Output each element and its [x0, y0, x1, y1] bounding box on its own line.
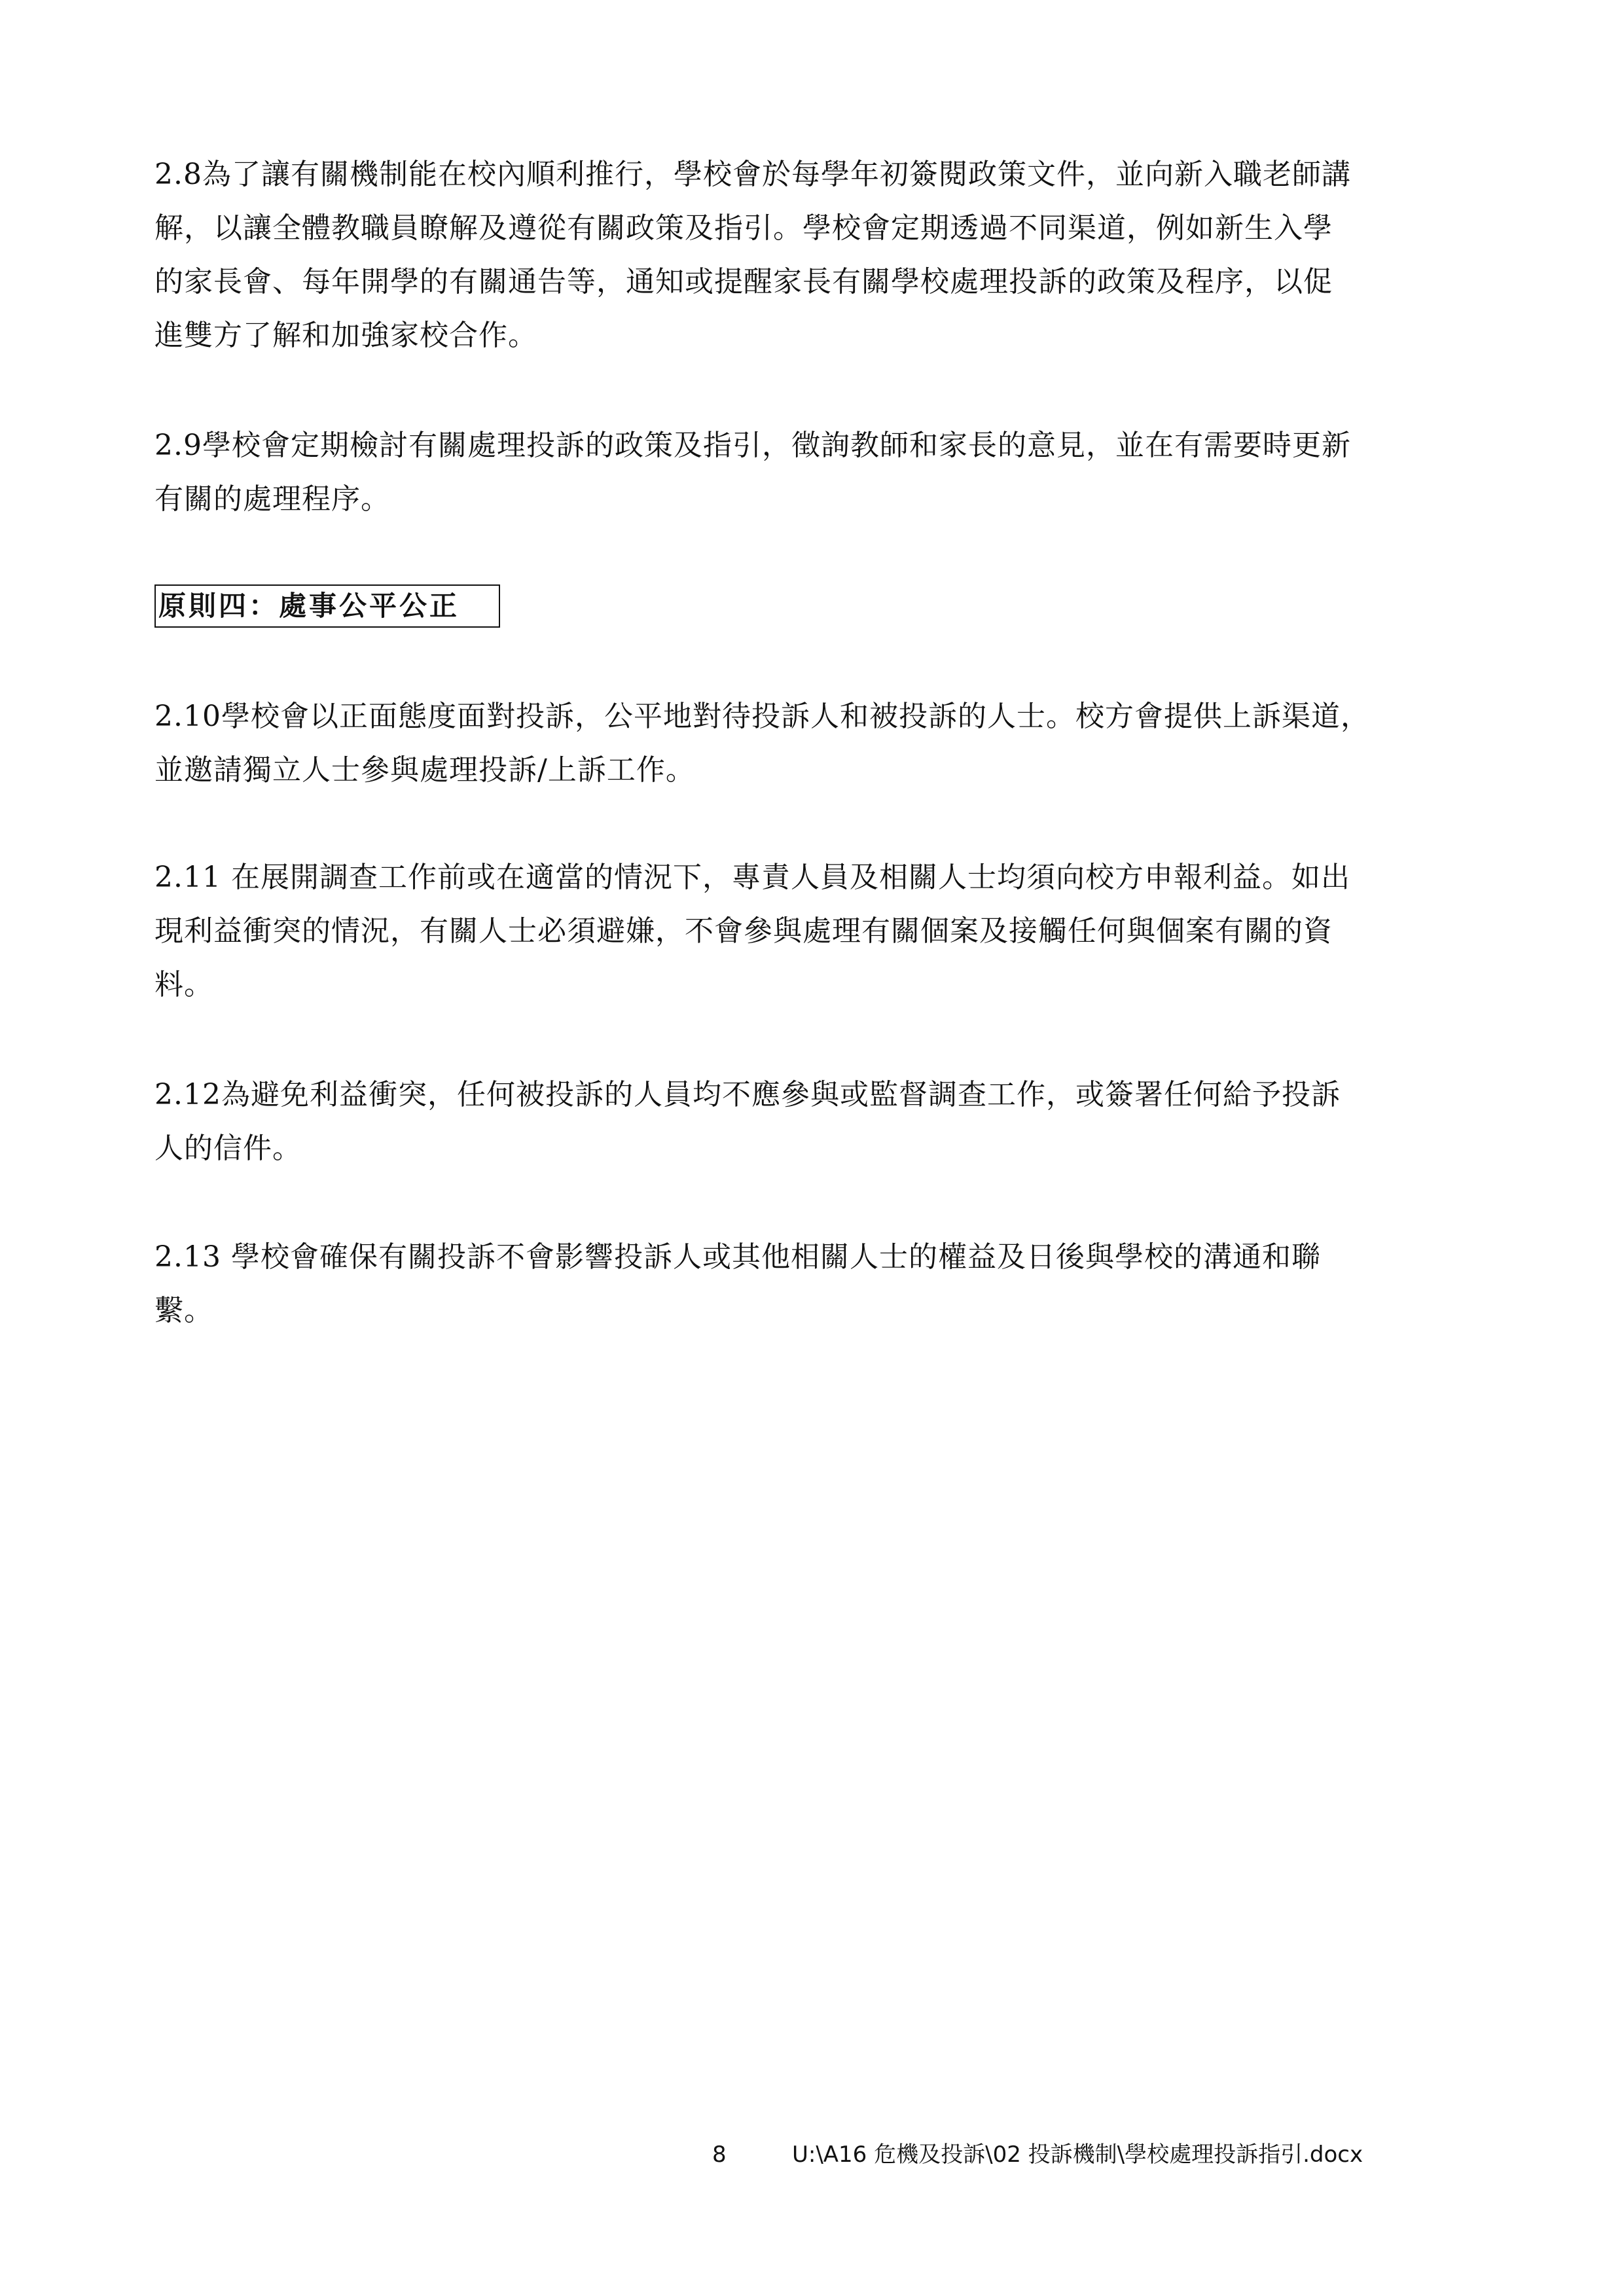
paragraph-line: 人的信件。: [154, 1132, 302, 1165]
paragraph-line: 進雙方了解和加強家校合作。: [154, 319, 537, 352]
file-path: U:\A16 危機及投訴\02 投訴機制\學校處理投訴指引.docx: [792, 2142, 1363, 2168]
page-number: 8: [712, 2142, 727, 2168]
paragraph-2-9: [154, 419, 1477, 526]
paragraph-line: 料。: [154, 968, 213, 1001]
paragraph-2-10: [154, 690, 1477, 797]
paragraph-line: 有關的處理程序。: [154, 482, 390, 516]
paragraph-2-13: [154, 1230, 1477, 1338]
paragraph-line: 解，以讓全體教職員瞭解及遵從有關政策及指引。學校會定期透過不同渠道，例如新生入學: [154, 211, 1333, 245]
paragraph-line: 的家長會、每年開學的有關通告等，通知或提醒家長有關學校處理投訴的政策及程序，以促: [154, 265, 1333, 298]
paragraph-line: 2.8為了讓有關機制能在校內順利推行，學校會於每學年初簽閱政策文件，並向新入職老師講: [154, 158, 1351, 191]
paragraph-line: 2.12為避免利益衝突，任何被投訴的人員均不應參與或監督調查工作，或簽署任何給予投訴: [154, 1078, 1341, 1111]
paragraph-2-8: [154, 148, 1477, 363]
paragraph-2-12: [154, 1068, 1477, 1175]
paragraph-line: 2.10學校會以正面態度面對投訴，公平地對待投訴人和被投訴的人士。校方會提供上訴渠道，: [154, 700, 1370, 733]
paragraph-line: 現利益衝突的情況，有關人士必須避嫌，不會參與處理有關個案及接觸任何與個案有關的資: [154, 914, 1333, 948]
page-footer: [0, 2135, 1624, 2174]
paragraph-line: 2.9學校會定期檢討有關處理投訴的政策及指引，徵詢教師和家長的意見，並在有需要時更新: [154, 429, 1351, 462]
paragraph-line: 繫。: [154, 1294, 213, 1327]
section-heading-principle-four: 原則四：處事公平公正: [154, 584, 500, 628]
paragraph-line: 2.11 在展開調查工作前或在適當的情況下，專責人員及相關人士均須向校方申報利益。如出: [154, 861, 1350, 894]
paragraph-line: 並邀請獨立人士參與處理投訴/上訴工作。: [154, 753, 695, 787]
paragraph-line: 2.13 學校會確保有關投訴不會影響投訴人或其他相關人士的權益及日後與學校的溝通和聯: [154, 1240, 1321, 1274]
paragraph-2-11: [154, 851, 1477, 1012]
